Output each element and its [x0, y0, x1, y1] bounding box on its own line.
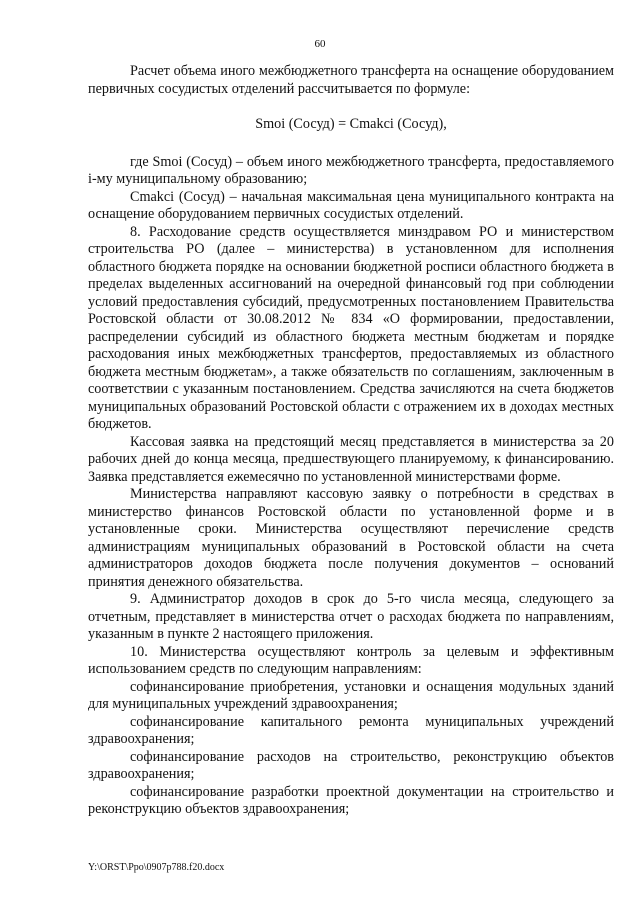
list-item-modular-buildings: софинансирование приобретения, установки и оснащения модульных зданий для муниципальных учреждений здравоохранения;: [88, 678, 614, 712]
paragraph-ministries-request: Министерства направляют кассовую заявку о потребности в средствах в министерство финансов Ростовской области по установленной форме и в установленные сроки. Министерства осуществляют перечисление средств администрациям муниципальных образований в Ростовской области на счета администраторов доходов бюджета после получения документов – оснований принятия денежного обязательства.: [88, 486, 614, 590]
list-item-design-documentation: софинансирование разработки проектной документации на строительство и реконструкцию объектов здравоохранения;: [88, 783, 614, 817]
paragraph-item-9: 9. Администратор доходов в срок до 5-го числа месяца, следующего за отчетным, представляет в министерства отчет о расходах бюджета по направлениям, указанным в пункте 2 настоящего приложения.: [88, 591, 614, 642]
paragraph-cash-request: Кассовая заявка на предстоящий месяц представляется в министерства за 20 рабочих дней до конца месяца, предшествующего планируемому, к финансированию. Заявка представляется ежемесячно по установленной министерствами форме.: [88, 433, 614, 485]
paragraph-formula-intro: Расчет объема иного межбюджетного трансферта на оснащение оборудованием первичных сосудистых отделений рассчитывается по формуле:: [88, 63, 614, 97]
paragraph-item-8: 8. Расходование средств осуществляется минздравом РО и министерством строительства РО (далее – министерства) в установленном для исполнения областного бюджета порядке на основании бюджетной росписи областного бюджета в пределах выделенных ассигнований на очередной финансовый год при соблюдении условий предоставления субсидий, предусмотренных постановлением Правительства Ростовской области от 30.08.2012 № 834 «О формировании, предоставлении, распределении субсидий из областного бюджета местным бюджетам и порядке расходования иных межбюджетных трансфертов, предоставляемых из областного бюджета местным бюджетам», а также обязательств по соглашениям, заключенным в соответствии с указанным постановлением. Средства зачисляются на счета бюджетов муниципальных образований Ростовской области с отражением их в доходах местных бюджетов.: [88, 223, 614, 432]
formula: Smoi (Сосуд) = Cmakci (Сосуд),: [255, 116, 447, 132]
list-item-construction: софинансирование расходов на строительство, реконструкцию объектов здравоохранения;: [88, 748, 614, 782]
document-body: [88, 63, 614, 819]
paragraph-smoi-definition: где Smoi (Сосуд) – объем иного межбюджетного трансферта, предоставляемого i-му муниципальному образованию;: [88, 153, 614, 187]
list-item-capital-repair: софинансирование капитального ремонта муниципальных учреждений здравоохранения;: [88, 713, 614, 747]
footer-file-path: Y:\ORST\Ppo\0907p788.f20.docx: [88, 862, 225, 873]
paragraph-item-10: 10. Министерства осуществляют контроль за целевым и эффективным использованием средств по следующим направлениям:: [88, 643, 614, 677]
paragraph-cmakci-definition: Cmakci (Сосуд) – начальная максимальная цена муниципального контракта на оснащение оборудованием первичных сосудистых отделений.: [88, 188, 614, 222]
page-number: 60: [314, 38, 326, 50]
